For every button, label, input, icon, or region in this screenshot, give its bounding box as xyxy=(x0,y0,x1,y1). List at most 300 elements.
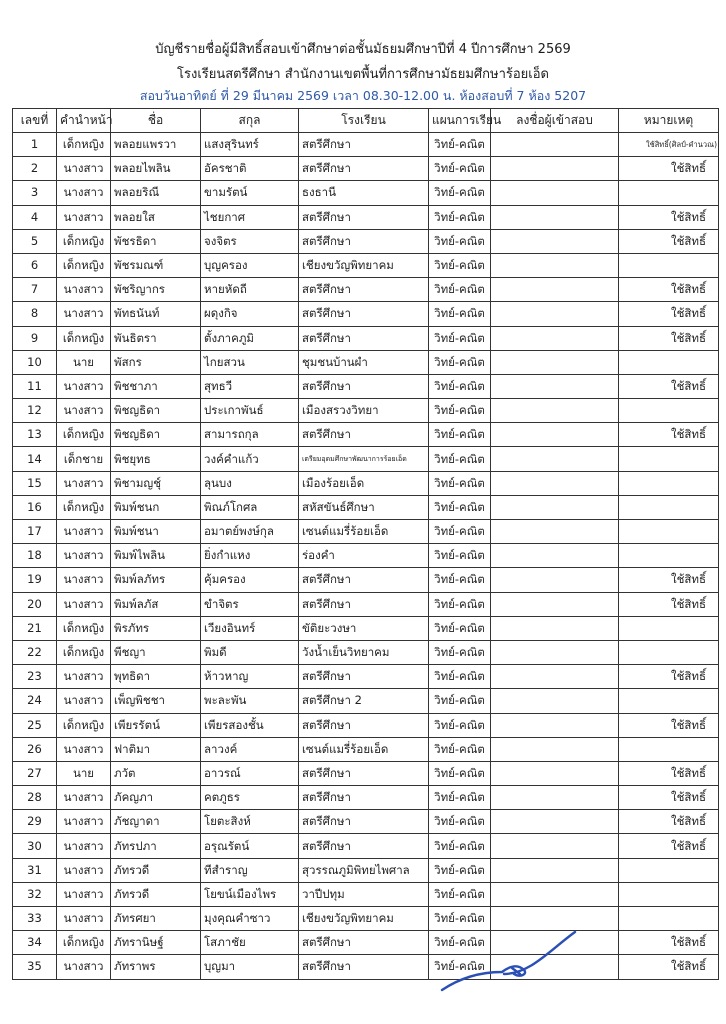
cell-plan: วิทย์-คณิต xyxy=(429,350,491,374)
cell-school: สตรีศึกษา xyxy=(299,834,429,858)
cell-plan: วิทย์-คณิต xyxy=(429,616,491,640)
cell-number: 4 xyxy=(13,205,57,229)
cell-plan: วิทย์-คณิต xyxy=(429,423,491,447)
cell-remark xyxy=(619,447,719,471)
cell-first-name: พลอยไพลิน xyxy=(111,157,201,181)
cell-number: 15 xyxy=(13,471,57,495)
cell-last-name: สุทธวี xyxy=(201,374,299,398)
cell-remark xyxy=(619,544,719,568)
cell-number: 27 xyxy=(13,761,57,785)
cell-plan: วิทย์-คณิต xyxy=(429,858,491,882)
table-row xyxy=(13,713,719,737)
table-row xyxy=(13,592,719,616)
cell-last-name: พิณภ์โกศล xyxy=(201,495,299,519)
cell-number: 22 xyxy=(13,640,57,664)
cell-first-name: พิรภัทร xyxy=(111,616,201,640)
cell-remark xyxy=(619,520,719,544)
cell-remark xyxy=(619,907,719,931)
table-row xyxy=(13,447,719,471)
cell-remark xyxy=(619,495,719,519)
cell-signature[interactable] xyxy=(491,737,619,761)
cell-number: 23 xyxy=(13,665,57,689)
cell-prefix: นางสาว xyxy=(57,374,111,398)
cell-school: สตรีศึกษา xyxy=(299,326,429,350)
cell-school: สตรีศึกษา xyxy=(299,810,429,834)
cell-signature[interactable] xyxy=(491,713,619,737)
cell-prefix: นางสาว xyxy=(57,858,111,882)
cell-prefix: นางสาว xyxy=(57,882,111,906)
cell-prefix: นาย xyxy=(57,761,111,785)
cell-plan: วิทย์-คณิต xyxy=(429,133,491,157)
cell-last-name: จงจิตร xyxy=(201,229,299,253)
cell-signature[interactable] xyxy=(491,568,619,592)
cell-plan: วิทย์-คณิต xyxy=(429,907,491,931)
cell-plan: วิทย์-คณิต xyxy=(429,834,491,858)
cell-last-name: โยขน์เมืองไพร xyxy=(201,882,299,906)
cell-remark: ใช้สิทธิ์ xyxy=(619,205,719,229)
cell-school: สตรีศึกษา xyxy=(299,761,429,785)
cell-signature[interactable] xyxy=(491,689,619,713)
cell-school: เมืองสรวงวิทยา xyxy=(299,399,429,423)
cell-first-name: พลอยใส xyxy=(111,205,201,229)
cell-signature[interactable] xyxy=(491,786,619,810)
cell-number: 26 xyxy=(13,737,57,761)
cell-number: 25 xyxy=(13,713,57,737)
cell-first-name: พิมพ์ลภัทร xyxy=(111,568,201,592)
cell-plan: วิทย์-คณิต xyxy=(429,253,491,277)
cell-prefix: นางสาว xyxy=(57,181,111,205)
cell-first-name: ภัทรศยา xyxy=(111,907,201,931)
col-header-last-name: สกุล xyxy=(201,109,299,133)
cell-prefix: นางสาว xyxy=(57,955,111,979)
cell-prefix: เด็กหญิง xyxy=(57,423,111,447)
cell-remark: ใช้สิทธิ์ xyxy=(619,761,719,785)
cell-remark xyxy=(619,350,719,374)
cell-number: 12 xyxy=(13,399,57,423)
cell-remark: ใช้สิทธิ์ xyxy=(619,713,719,737)
cell-plan: วิทย์-คณิต xyxy=(429,471,491,495)
cell-signature[interactable] xyxy=(491,592,619,616)
table-row xyxy=(13,278,719,302)
cell-signature[interactable] xyxy=(491,374,619,398)
cell-remark xyxy=(619,640,719,664)
cell-first-name: ภัทรปภา xyxy=(111,834,201,858)
cell-first-name: พิชยุทธ xyxy=(111,447,201,471)
cell-first-name: เพ็ญพิชชา xyxy=(111,689,201,713)
cell-school: ชุมชนบ้านผำ xyxy=(299,350,429,374)
cell-prefix: นางสาว xyxy=(57,834,111,858)
cell-prefix: นางสาว xyxy=(57,810,111,834)
cell-plan: วิทย์-คณิต xyxy=(429,302,491,326)
cell-remark xyxy=(619,737,719,761)
cell-remark: ใช้สิทธิ์ xyxy=(619,423,719,447)
cell-plan: วิทย์-คณิต xyxy=(429,689,491,713)
cell-remark xyxy=(619,616,719,640)
table-row xyxy=(13,302,719,326)
cell-last-name: โสภาชัย xyxy=(201,931,299,955)
cell-number: 10 xyxy=(13,350,57,374)
cell-number: 16 xyxy=(13,495,57,519)
cell-first-name: ภัทรวดี xyxy=(111,882,201,906)
cell-first-name: พิชามญชุ์ xyxy=(111,471,201,495)
cell-remark xyxy=(619,858,719,882)
cell-signature[interactable] xyxy=(491,810,619,834)
cell-first-name: พิชญธิดา xyxy=(111,399,201,423)
cell-school: วังน้ำเย็นวิทยาคม xyxy=(299,640,429,664)
table-row xyxy=(13,786,719,810)
table-row xyxy=(13,761,719,785)
cell-signature[interactable] xyxy=(491,640,619,664)
cell-plan: วิทย์-คณิต xyxy=(429,761,491,785)
cell-school: สตรีศึกษา xyxy=(299,229,429,253)
cell-remark: ใช้สิทธิ์ xyxy=(619,568,719,592)
table-header-row xyxy=(13,109,719,133)
cell-number: 7 xyxy=(13,278,57,302)
cell-first-name: พลอยแพรวา xyxy=(111,133,201,157)
cell-plan: วิทย์-คณิต xyxy=(429,181,491,205)
cell-remark: ใช้สิทธิ์ xyxy=(619,810,719,834)
cell-number: 19 xyxy=(13,568,57,592)
table-row xyxy=(13,471,719,495)
cell-signature[interactable] xyxy=(491,616,619,640)
cell-number: 1 xyxy=(13,133,57,157)
cell-school: เซนต์แมรี่ร้อยเอ็ด xyxy=(299,520,429,544)
cell-signature[interactable] xyxy=(491,858,619,882)
cell-plan: วิทย์-คณิต xyxy=(429,640,491,664)
cell-school: สตรีศึกษา xyxy=(299,278,429,302)
school-title: โรงเรียนสตรีศึกษา สำนักงานเขตพื้นที่การศึกษามัธยมศึกษาร้อยเอ็ด xyxy=(177,67,549,82)
col-header-remark: หมายเหตุ xyxy=(619,109,719,133)
cell-last-name: ยิ่งกำแหง xyxy=(201,544,299,568)
cell-signature[interactable] xyxy=(491,157,619,181)
cell-school: เชียงขวัญพิทยาคม xyxy=(299,907,429,931)
cell-signature[interactable] xyxy=(491,495,619,519)
cell-prefix: นางสาว xyxy=(57,205,111,229)
cell-last-name: อัครชาติ xyxy=(201,157,299,181)
cell-last-name: ลุนบง xyxy=(201,471,299,495)
cell-prefix: นาย xyxy=(57,350,111,374)
cell-remark: ใช้สิทธิ์ xyxy=(619,302,719,326)
cell-signature[interactable] xyxy=(491,302,619,326)
cell-school: สตรีศึกษา xyxy=(299,568,429,592)
cell-last-name: ทีสำราญ xyxy=(201,858,299,882)
table-row xyxy=(13,931,719,955)
cell-signature[interactable] xyxy=(491,253,619,277)
cell-prefix: นางสาว xyxy=(57,665,111,689)
cell-signature[interactable] xyxy=(491,834,619,858)
cell-first-name: ภัทรวดี xyxy=(111,858,201,882)
cell-remark: ใช้สิทธิ์ xyxy=(619,834,719,858)
cell-prefix: นางสาว xyxy=(57,520,111,544)
cell-number: 8 xyxy=(13,302,57,326)
cell-number: 3 xyxy=(13,181,57,205)
table-row xyxy=(13,326,719,350)
cell-signature[interactable] xyxy=(491,229,619,253)
cell-first-name: ฟาติมา xyxy=(111,737,201,761)
cell-plan: วิทย์-คณิต xyxy=(429,713,491,737)
table-row xyxy=(13,955,719,979)
cell-last-name: ผดุงกิจ xyxy=(201,302,299,326)
cell-number: 6 xyxy=(13,253,57,277)
cell-school: สตรีศึกษา 2 xyxy=(299,689,429,713)
col-header-prefix: คำนำหน้า xyxy=(57,109,111,133)
cell-remark: ใช้สิทธิ์(ศิลป์-คำนวณ) xyxy=(619,133,719,157)
cell-last-name: คตภูธร xyxy=(201,786,299,810)
cell-school: สตรีศึกษา xyxy=(299,374,429,398)
cell-signature[interactable] xyxy=(491,520,619,544)
cell-plan: วิทย์-คณิต xyxy=(429,495,491,519)
table-row xyxy=(13,568,719,592)
cell-school: สตรีศึกษา xyxy=(299,205,429,229)
cell-number: 24 xyxy=(13,689,57,713)
cell-plan: วิทย์-คณิต xyxy=(429,665,491,689)
cell-first-name: พัชรธิดา xyxy=(111,229,201,253)
cell-plan: วิทย์-คณิต xyxy=(429,544,491,568)
exam-info: สอบวันอาทิตย์ ที่ 29 มีนาคม 2569 เวลา 08.30-12.00 น. ห้องสอบที่ 7 ห้อง 5207 xyxy=(139,88,587,103)
col-header-number: เลขที่ xyxy=(13,109,57,133)
cell-first-name: พุทธิดา xyxy=(111,665,201,689)
table-row xyxy=(13,133,719,157)
cell-signature[interactable] xyxy=(491,399,619,423)
cell-plan: วิทย์-คณิต xyxy=(429,520,491,544)
cell-school: ร่องคำ xyxy=(299,544,429,568)
cell-prefix: เด็กหญิง xyxy=(57,326,111,350)
cell-school: เตรียมอุดมศึกษาพัฒนาการร้อยเอ็ด xyxy=(299,447,429,471)
table-row xyxy=(13,810,719,834)
cell-number: 28 xyxy=(13,786,57,810)
cell-remark: ใช้สิทธิ์ xyxy=(619,592,719,616)
candidate-table xyxy=(12,108,719,980)
cell-remark: ใช้สิทธิ์ xyxy=(619,278,719,302)
table-row xyxy=(13,374,719,398)
cell-remark: ใช้สิทธิ์ xyxy=(619,157,719,181)
cell-number: 35 xyxy=(13,955,57,979)
col-header-first-name: ชื่อ xyxy=(111,109,201,133)
cell-signature[interactable] xyxy=(491,133,619,157)
cell-number: 21 xyxy=(13,616,57,640)
cell-school: สตรีศึกษา xyxy=(299,665,429,689)
table-row xyxy=(13,858,719,882)
cell-plan: วิทย์-คณิต xyxy=(429,568,491,592)
cell-first-name: ภวัต xyxy=(111,761,201,785)
cell-signature[interactable] xyxy=(491,882,619,906)
cell-last-name: พะละพัน xyxy=(201,689,299,713)
cell-first-name: พิมพ์ไพลิน xyxy=(111,544,201,568)
cell-prefix: นางสาว xyxy=(57,568,111,592)
signature-mark xyxy=(440,930,600,1000)
cell-prefix: เด็กหญิง xyxy=(57,616,111,640)
cell-first-name: พัสกร xyxy=(111,350,201,374)
cell-remark xyxy=(619,253,719,277)
table-row xyxy=(13,399,719,423)
cell-number: 20 xyxy=(13,592,57,616)
table-row xyxy=(13,229,719,253)
cell-number: 32 xyxy=(13,882,57,906)
cell-plan: วิทย์-คณิต xyxy=(429,205,491,229)
table-row xyxy=(13,205,719,229)
cell-first-name: พัชริญากร xyxy=(111,278,201,302)
cell-first-name: พัทธนันท์ xyxy=(111,302,201,326)
cell-signature[interactable] xyxy=(491,907,619,931)
cell-prefix: เด็กหญิง xyxy=(57,640,111,664)
cell-signature[interactable] xyxy=(491,181,619,205)
cell-school: เมืองร้อยเอ็ด xyxy=(299,471,429,495)
cell-signature[interactable] xyxy=(491,761,619,785)
cell-prefix: เด็กหญิง xyxy=(57,931,111,955)
cell-number: 9 xyxy=(13,326,57,350)
cell-remark: ใช้สิทธิ์ xyxy=(619,374,719,398)
cell-last-name: ไชยกาศ xyxy=(201,205,299,229)
cell-last-name: เวียงอินทร์ xyxy=(201,616,299,640)
cell-school: เชียงขวัญพิทยาคม xyxy=(299,253,429,277)
table-row xyxy=(13,640,719,664)
cell-number: 17 xyxy=(13,520,57,544)
cell-last-name: แสงสุรินทร์ xyxy=(201,133,299,157)
cell-last-name: ตั้งภาคภูมิ xyxy=(201,326,299,350)
cell-last-name: สามารถกุล xyxy=(201,423,299,447)
cell-plan: วิทย์-คณิต xyxy=(429,810,491,834)
cell-prefix: นางสาว xyxy=(57,737,111,761)
table-row xyxy=(13,181,719,205)
cell-number: 29 xyxy=(13,810,57,834)
table-row xyxy=(13,423,719,447)
cell-last-name: วงค์คำแก้ว xyxy=(201,447,299,471)
cell-number: 2 xyxy=(13,157,57,181)
cell-remark: ใช้สิทธิ์ xyxy=(619,955,719,979)
cell-prefix: เด็กหญิง xyxy=(57,495,111,519)
cell-plan: วิทย์-คณิต xyxy=(429,447,491,471)
cell-plan: วิทย์-คณิต xyxy=(429,955,491,979)
col-header-plan: แผนการเรียน xyxy=(429,109,491,133)
cell-number: 13 xyxy=(13,423,57,447)
cell-number: 30 xyxy=(13,834,57,858)
cell-school: วาปีปทุม xyxy=(299,882,429,906)
cell-last-name: ห้าวหาญ xyxy=(201,665,299,689)
cell-first-name: ภัคญภา xyxy=(111,786,201,810)
cell-last-name: ลาวงค์ xyxy=(201,737,299,761)
cell-remark: ใช้สิทธิ์ xyxy=(619,786,719,810)
cell-school: ขัติยะวงษา xyxy=(299,616,429,640)
cell-signature[interactable] xyxy=(491,326,619,350)
cell-school: สตรีศึกษา xyxy=(299,931,429,955)
cell-last-name: อาวรณ์ xyxy=(201,761,299,785)
cell-last-name: พิมดี xyxy=(201,640,299,664)
table-row xyxy=(13,737,719,761)
cell-remark xyxy=(619,882,719,906)
cell-school: สตรีศึกษา xyxy=(299,592,429,616)
cell-signature[interactable] xyxy=(491,471,619,495)
cell-signature[interactable] xyxy=(491,278,619,302)
cell-first-name: พิมพ์ลภัส xyxy=(111,592,201,616)
cell-first-name: พิมพ์ชนก xyxy=(111,495,201,519)
cell-last-name: คุ้มครอง xyxy=(201,568,299,592)
table-row xyxy=(13,495,719,519)
cell-number: 34 xyxy=(13,931,57,955)
cell-last-name: ขำจิตร xyxy=(201,592,299,616)
cell-plan: วิทย์-คณิต xyxy=(429,157,491,181)
cell-first-name: ภัทรานิษฐ์ xyxy=(111,931,201,955)
cell-prefix: เด็กหญิง xyxy=(57,133,111,157)
cell-remark: ใช้สิทธิ์ xyxy=(619,229,719,253)
cell-last-name: บุญมา xyxy=(201,955,299,979)
cell-remark xyxy=(619,689,719,713)
table-row xyxy=(13,253,719,277)
cell-first-name: ภัชญาดา xyxy=(111,810,201,834)
cell-number: 18 xyxy=(13,544,57,568)
cell-first-name: พันธิตรา xyxy=(111,326,201,350)
cell-signature[interactable] xyxy=(491,205,619,229)
table-row xyxy=(13,544,719,568)
table-row xyxy=(13,350,719,374)
cell-signature[interactable] xyxy=(491,350,619,374)
cell-number: 14 xyxy=(13,447,57,471)
table-row xyxy=(13,520,719,544)
cell-signature[interactable] xyxy=(491,447,619,471)
cell-first-name: เพียรรัตน์ xyxy=(111,713,201,737)
cell-prefix: นางสาว xyxy=(57,786,111,810)
cell-first-name: พลอยริณี xyxy=(111,181,201,205)
cell-prefix: นางสาว xyxy=(57,302,111,326)
table-row xyxy=(13,689,719,713)
cell-first-name: ภัทราพร xyxy=(111,955,201,979)
cell-plan: วิทย์-คณิต xyxy=(429,278,491,302)
cell-last-name: โยตะสิงห์ xyxy=(201,810,299,834)
cell-last-name: ประเกาพันธ์ xyxy=(201,399,299,423)
cell-last-name: ไกยสวน xyxy=(201,350,299,374)
cell-remark xyxy=(619,471,719,495)
cell-prefix: นางสาว xyxy=(57,907,111,931)
table-row xyxy=(13,616,719,640)
cell-plan: วิทย์-คณิต xyxy=(429,592,491,616)
cell-plan: วิทย์-คณิต xyxy=(429,399,491,423)
cell-school: สตรีศึกษา xyxy=(299,302,429,326)
cell-school: เซนต์แมรี่ร้อยเอ็ด xyxy=(299,737,429,761)
cell-number: 11 xyxy=(13,374,57,398)
cell-prefix: นางสาว xyxy=(57,157,111,181)
table-row xyxy=(13,157,719,181)
cell-number: 31 xyxy=(13,858,57,882)
cell-plan: วิทย์-คณิต xyxy=(429,374,491,398)
cell-remark: ใช้สิทธิ์ xyxy=(619,326,719,350)
cell-school: สตรีศึกษา xyxy=(299,157,429,181)
table-row xyxy=(13,882,719,906)
cell-plan: วิทย์-คณิต xyxy=(429,326,491,350)
cell-first-name: พีชญา xyxy=(111,640,201,664)
cell-signature[interactable] xyxy=(491,544,619,568)
cell-remark: ใช้สิทธิ์ xyxy=(619,931,719,955)
cell-signature[interactable] xyxy=(491,665,619,689)
cell-first-name: พิชญธิดา xyxy=(111,423,201,447)
cell-prefix: เด็กชาย xyxy=(57,447,111,471)
cell-prefix: นางสาว xyxy=(57,278,111,302)
cell-number: 5 xyxy=(13,229,57,253)
cell-signature[interactable] xyxy=(491,423,619,447)
cell-prefix: เด็กหญิง xyxy=(57,253,111,277)
cell-plan: วิทย์-คณิต xyxy=(429,737,491,761)
cell-school: สตรีศึกษา xyxy=(299,423,429,447)
cell-first-name: พิมพ์ชนา xyxy=(111,520,201,544)
cell-prefix: นางสาว xyxy=(57,399,111,423)
cell-prefix: เด็กหญิง xyxy=(57,713,111,737)
col-header-school: โรงเรียน xyxy=(299,109,429,133)
cell-last-name: อมาตย์พงษ์กุล xyxy=(201,520,299,544)
cell-school: สตรีศึกษา xyxy=(299,786,429,810)
cell-last-name: บุญครอง xyxy=(201,253,299,277)
cell-prefix: นางสาว xyxy=(57,544,111,568)
cell-plan: วิทย์-คณิต xyxy=(429,229,491,253)
table-row xyxy=(13,834,719,858)
cell-number: 33 xyxy=(13,907,57,931)
